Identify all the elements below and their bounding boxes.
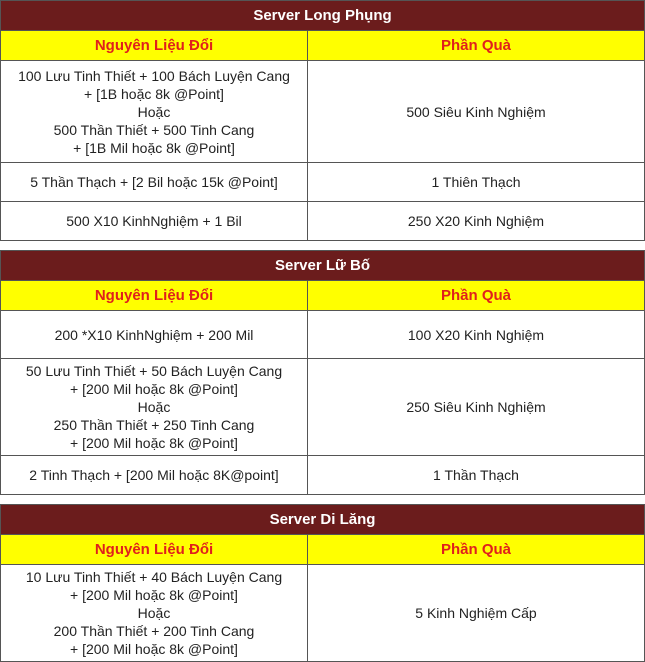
materials-line: + [200 Mil hoặc 8k @Point]: [70, 641, 238, 657]
table-header-row: [1, 281, 644, 311]
materials-line: + [200 Mil hoặc 8k @Point]: [70, 381, 238, 397]
reward-cell: 1 Thần Thạch: [433, 467, 519, 483]
table-header-row: [1, 31, 644, 61]
materials-line: 500 Thần Thiết + 500 Tinh Cang: [53, 121, 255, 138]
table-row: [1, 456, 644, 494]
materials-cell: 500 X10 KinhNghiệm + 1 Bil: [1, 202, 308, 240]
materials-line: 200 Thần Thiết + 200 Tinh Cang: [53, 623, 255, 639]
column-header-reward: Phần Quà: [308, 281, 644, 310]
materials-cell: [1, 359, 308, 455]
server-title: Server Long Phụng: [1, 1, 644, 31]
column-header-reward: Phần Quà: [308, 535, 644, 564]
reward-cell: 250 Siêu Kinh Nghiệm: [406, 399, 546, 415]
column-header-materials: Nguyên Liệu Đổi: [1, 535, 308, 564]
table-row: [1, 61, 644, 163]
column-header-materials: Nguyên Liệu Đổi: [1, 31, 308, 60]
materials-line: + [1B hoặc 8k @Point]: [84, 85, 224, 102]
table-gap: [0, 241, 645, 250]
materials-line: 250 Thần Thiết + 250 Tinh Cang: [53, 417, 255, 433]
materials-line: Hoặc: [137, 605, 171, 621]
server-title: Server Di Lăng: [1, 505, 644, 535]
materials-cell: [1, 565, 308, 661]
column-header-materials: Nguyên Liệu Đổi: [1, 281, 308, 310]
server-table-di-lang: [0, 504, 645, 662]
materials-line: + [200 Mil hoặc 8k @Point]: [70, 435, 238, 451]
table-gap: [0, 495, 645, 504]
table-row: [1, 565, 644, 661]
materials-cell: 200 *X10 KinhNghiệm + 200 Mil: [1, 311, 308, 358]
table-header-row: [1, 535, 644, 565]
materials-line: 100 Lưu Tinh Thiết + 100 Bách Luyện Cang: [18, 67, 290, 84]
reward-cell: 5 Kinh Nghiệm Cấp: [415, 605, 537, 621]
column-header-reward: Phần Quà: [308, 31, 644, 60]
table-row: [1, 163, 644, 202]
server-table-long-phung: [0, 0, 645, 241]
materials-line: 50 Lưu Tinh Thiết + 50 Bách Luyện Cang: [25, 363, 283, 379]
table-row: [1, 202, 644, 240]
materials-cell: 2 Tinh Thạch + [200 Mil hoặc 8K@point]: [1, 456, 308, 494]
materials-cell: 5 Thần Thạch + [2 Bil hoặc 15k @Point]: [1, 163, 308, 201]
reward-cell: 500 Siêu Kinh Nghiệm: [406, 103, 546, 120]
materials-line: Hoặc: [137, 103, 171, 120]
materials-line: 10 Lưu Tinh Thiết + 40 Bách Luyện Cang: [25, 569, 283, 585]
table-row: [1, 359, 644, 456]
materials-line: + [200 Mil hoặc 8k @Point]: [70, 587, 238, 603]
reward-cell: 100 X20 Kinh Nghiệm: [407, 326, 545, 343]
materials-cell: [1, 61, 308, 162]
materials-line: Hoặc: [137, 399, 171, 415]
server-table-lu-bo: [0, 250, 645, 495]
reward-cell: 1 Thiên Thạch: [431, 174, 521, 190]
reward-cell: 250 X20 Kinh Nghiệm: [407, 213, 545, 229]
server-title: Server Lữ Bố: [1, 251, 644, 281]
table-row: [1, 311, 644, 359]
materials-line: + [1B Mil hoặc 8k @Point]: [73, 139, 235, 156]
